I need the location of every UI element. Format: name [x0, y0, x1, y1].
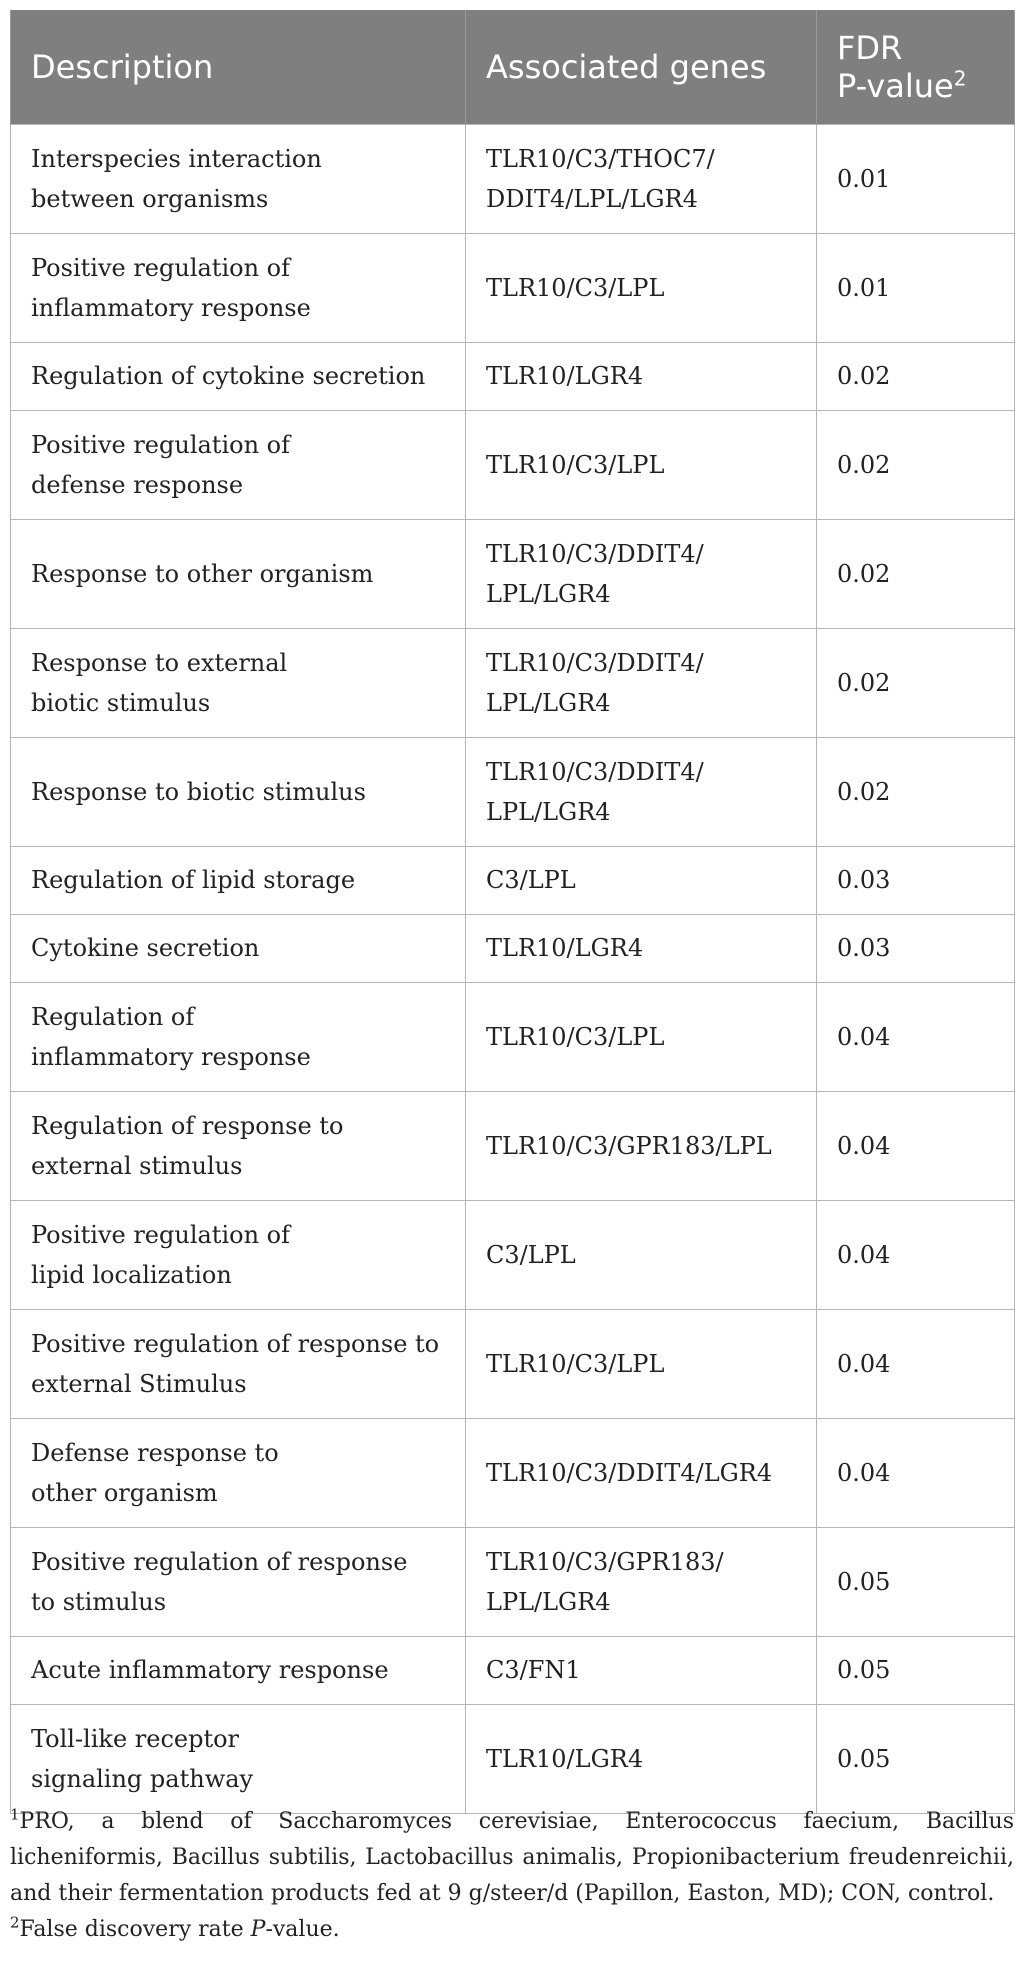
cell-fdr-p-value: 0.04	[817, 1309, 1015, 1418]
cell-fdr-p-value: 0.03	[817, 846, 1015, 914]
cell-description: Response to biotic stimulus	[11, 737, 466, 846]
header-fdr-p-value	[817, 10, 1015, 124]
cell-associated-genes: TLR10/C3/DDIT4/ LPL/LGR4	[466, 737, 817, 846]
cell-description: Regulation of cytokine secretion	[11, 342, 466, 410]
cell-description: Positive regulation of defense response	[11, 410, 466, 519]
table-row	[11, 410, 1015, 519]
cell-description: Regulation of response to external stimulus	[11, 1091, 466, 1200]
cell-fdr-p-value: 0.05	[817, 1704, 1015, 1813]
table-row	[11, 342, 1015, 410]
table-row	[11, 914, 1015, 982]
footnote-1-text: PRO, a blend of Saccharomyces cerevisiae, Enterococcus faecium, Bacillus licheniformis, Bacillus subtilis, Lactobacillus animalis, Propionibacterium freudenreichii, and their fermentation products fed at 9 g/steer/d (Papillon, Easton, MD); CON, control.	[10, 1809, 1014, 1906]
cell-fdr-p-value: 0.01	[817, 124, 1015, 233]
table-header-row	[11, 10, 1015, 124]
cell-fdr-p-value: 0.02	[817, 410, 1015, 519]
cell-associated-genes: TLR10/C3/THOC7/ DDIT4/LPL/LGR4	[466, 124, 817, 233]
cell-description: Positive regulation of inflammatory response	[11, 233, 466, 342]
cell-associated-genes: TLR10/C3/DDIT4/ LPL/LGR4	[466, 628, 817, 737]
cell-associated-genes: C3/FN1	[466, 1636, 817, 1704]
header-fdr-footnote-marker: 2	[953, 66, 967, 91]
cell-description: Positive regulation of lipid localization	[11, 1200, 466, 1309]
cell-associated-genes: C3/LPL	[466, 1200, 817, 1309]
table-row	[11, 1527, 1015, 1636]
table-row	[11, 737, 1015, 846]
cell-associated-genes: TLR10/LGR4	[466, 342, 817, 410]
cell-fdr-p-value: 0.04	[817, 982, 1015, 1091]
cell-description: Acute inflammatory response	[11, 1636, 466, 1704]
table-row	[11, 846, 1015, 914]
cell-associated-genes: TLR10/C3/LPL	[466, 410, 817, 519]
cell-fdr-p-value: 0.05	[817, 1527, 1015, 1636]
table-row	[11, 519, 1015, 628]
header-description: Description	[11, 10, 466, 124]
cell-associated-genes: TLR10/C3/DDIT4/LGR4	[466, 1418, 817, 1527]
cell-fdr-p-value: 0.05	[817, 1636, 1015, 1704]
table-body	[11, 124, 1015, 1813]
cell-fdr-p-value: 0.01	[817, 233, 1015, 342]
table-row	[11, 1636, 1015, 1704]
cell-description: Positive regulation of response to stimulus	[11, 1527, 466, 1636]
cell-fdr-p-value: 0.04	[817, 1418, 1015, 1527]
cell-associated-genes: TLR10/C3/DDIT4/ LPL/LGR4	[466, 519, 817, 628]
cell-description: Response to external biotic stimulus	[11, 628, 466, 737]
cell-associated-genes: TLR10/C3/LPL	[466, 1309, 817, 1418]
cell-description: Regulation of inflammatory response	[11, 982, 466, 1091]
cell-associated-genes: TLR10/LGR4	[466, 1704, 817, 1813]
cell-associated-genes: C3/LPL	[466, 846, 817, 914]
table-container	[10, 10, 1014, 1814]
table-row	[11, 982, 1015, 1091]
table-footnotes	[10, 1804, 1014, 1948]
cell-associated-genes: TLR10/C3/LPL	[466, 233, 817, 342]
cell-associated-genes: TLR10/LGR4	[466, 914, 817, 982]
cell-description: Response to other organism	[11, 519, 466, 628]
cell-fdr-p-value: 0.03	[817, 914, 1015, 982]
table-row	[11, 1200, 1015, 1309]
go-enrichment-table	[10, 10, 1015, 1814]
cell-fdr-p-value: 0.02	[817, 519, 1015, 628]
header-fdr-line2: P-value	[837, 66, 954, 105]
footnote-2: $^2$False discovery rate P-value.	[10, 1913, 340, 1942]
table-row	[11, 1309, 1015, 1418]
table-row	[11, 1704, 1015, 1813]
cell-fdr-p-value: 0.02	[817, 342, 1015, 410]
table-row	[11, 233, 1015, 342]
cell-description: Defense response to other organism	[11, 1418, 466, 1527]
cell-fdr-p-value: 0.04	[817, 1091, 1015, 1200]
table-row	[11, 1418, 1015, 1527]
cell-description: Positive regulation of response to external Stimulus	[11, 1309, 466, 1418]
cell-associated-genes: TLR10/C3/GPR183/ LPL/LGR4	[466, 1527, 817, 1636]
cell-associated-genes: TLR10/C3/GPR183/LPL	[466, 1091, 817, 1200]
table-row	[11, 1091, 1015, 1200]
footnote-1-marker: 1	[10, 1805, 20, 1824]
header-fdr-line1: FDR	[837, 28, 903, 67]
cell-description: Interspecies interaction between organisms	[11, 124, 466, 233]
cell-associated-genes: TLR10/C3/LPL	[466, 982, 817, 1091]
header-associated-genes: Associated genes	[466, 10, 817, 124]
table-row	[11, 628, 1015, 737]
cell-fdr-p-value: 0.02	[817, 737, 1015, 846]
cell-fdr-p-value: 0.04	[817, 1200, 1015, 1309]
cell-fdr-p-value: 0.02	[817, 628, 1015, 737]
cell-description: Regulation of lipid storage	[11, 846, 466, 914]
cell-description: Cytokine secretion	[11, 914, 466, 982]
table-row	[11, 124, 1015, 233]
cell-description: Toll-like receptor signaling pathway	[11, 1704, 466, 1813]
footnote-1	[10, 1804, 1014, 1912]
footnote-2-marker: 2	[10, 1913, 20, 1932]
